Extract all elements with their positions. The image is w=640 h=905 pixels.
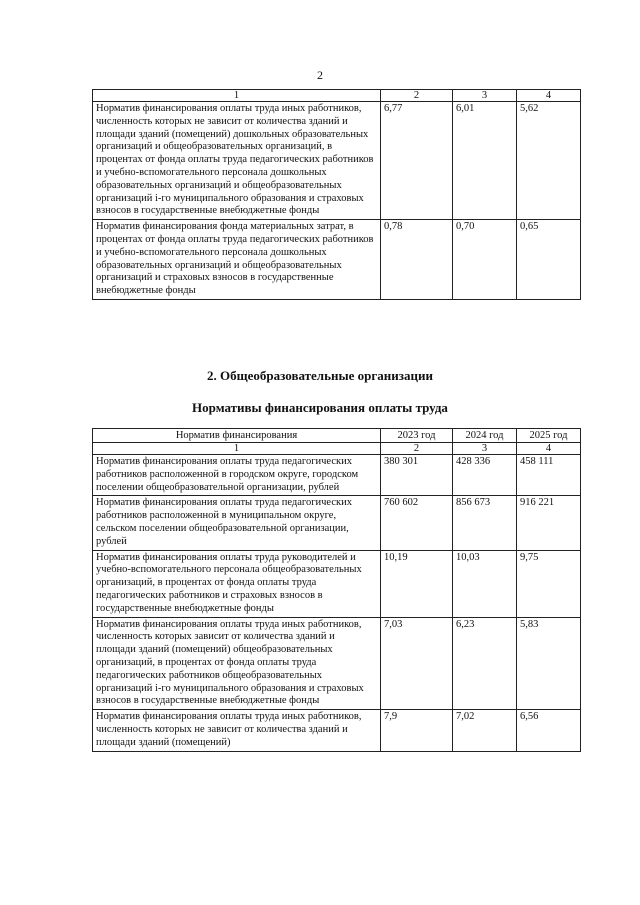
value-2023-cell: 10,19 <box>381 550 453 617</box>
value-2024-cell: 0,70 <box>453 220 517 300</box>
table-heading: Нормативы финансирования оплаты труда <box>192 400 448 415</box>
column-header: Норматив финансирования <box>93 429 381 443</box>
value-2023-cell: 760 602 <box>381 496 453 550</box>
norm-name-cell: Норматив финансирования оплаты труда педагогических работников расположенной в муниципальном округе, сельском поселении общеобразовательной организации, рублей <box>93 496 381 550</box>
table-row <box>93 455 581 496</box>
column-index-row <box>93 443 581 455</box>
norm-name-cell: Норматив финансирования оплаты труда педагогических работников расположенной в городском округе, городском поселении общеобразовательной организации, рублей <box>93 455 381 496</box>
value-2025-cell: 916 221 <box>517 496 581 550</box>
value-2023-cell: 7,9 <box>381 710 453 751</box>
column-header: 2025 год <box>517 429 581 443</box>
column-index-cell: 1 <box>93 90 381 102</box>
value-2024-cell: 7,02 <box>453 710 517 751</box>
column-index-cell: 3 <box>453 90 517 102</box>
table-row <box>93 550 581 617</box>
value-2023-cell: 6,77 <box>381 102 453 220</box>
norm-name-cell: Норматив финансирования оплаты труда иных работников, численность которых не зависит от количества зданий и площади зданий (помещений) дошкольных образовательных организаций и общеобразовательных организаций, в процентах от фонда оплаты труда педагогических работников и учебно-вспомогательного персонала дошкольных образовательных организаций и общеобразовательных организаций i-го муниципального образования и страховых взносов в государственные внебюджетные фонды <box>93 102 381 220</box>
table-row <box>93 710 581 751</box>
norm-name-cell: Норматив финансирования оплаты труда руководителей и учебно-вспомогательного персонала общеобразовательных организаций, в процентах от фонда оплаты труда педагогических работников и страховых взносов в государственные внебюджетные фонды <box>93 550 381 617</box>
value-2023-cell: 380 301 <box>381 455 453 496</box>
value-2025-cell: 6,56 <box>517 710 581 751</box>
column-index-cell: 3 <box>453 443 517 455</box>
column-header: 2023 год <box>381 429 453 443</box>
table-row <box>93 617 581 710</box>
table-row <box>93 102 581 220</box>
value-2024-cell: 856 673 <box>453 496 517 550</box>
column-index-cell: 2 <box>381 90 453 102</box>
norm-name-cell: Норматив финансирования оплаты труда иных работников, численность которых зависит от количества зданий и площади зданий (помещений) общеобразовательных организаций, в процентах от фонда оплаты труда педагогических работников общеобразовательных организаций i-го муниципального образования и страховых взносов в государственные внебюджетные фонды <box>93 617 381 710</box>
value-2024-cell: 428 336 <box>453 455 517 496</box>
page-number: 2 <box>317 68 323 82</box>
norm-name-cell: Норматив финансирования оплаты труда иных работников, численность которых не зависит от количества зданий и площади зданий (помещений) <box>93 710 381 751</box>
value-2023-cell: 7,03 <box>381 617 453 710</box>
value-2025-cell: 458 111 <box>517 455 581 496</box>
table-row <box>93 496 581 550</box>
column-index-cell: 4 <box>517 443 581 455</box>
value-2024-cell: 6,23 <box>453 617 517 710</box>
column-index-cell: 1 <box>93 443 381 455</box>
column-index-cell: 2 <box>381 443 453 455</box>
table-row <box>93 220 581 300</box>
funding-norms-table-continued <box>92 89 581 300</box>
column-index-cell: 4 <box>517 90 581 102</box>
section-heading: 2. Общеобразовательные организации <box>207 368 433 383</box>
value-2024-cell: 6,01 <box>453 102 517 220</box>
column-header: 2024 год <box>453 429 517 443</box>
column-index-row <box>93 90 581 102</box>
norm-name-cell: Норматив финансирования фонда материальных затрат, в процентах от фонда оплаты труда педагогических работников и учебно-вспомогательного персонала дошкольных образовательных организаций и общеобразовательных организаций и страховых взносов в государственные внебюджетные фонды <box>93 220 381 300</box>
value-2025-cell: 5,62 <box>517 102 581 220</box>
value-2024-cell: 10,03 <box>453 550 517 617</box>
value-2025-cell: 0,65 <box>517 220 581 300</box>
value-2023-cell: 0,78 <box>381 220 453 300</box>
payroll-funding-norms-table <box>92 428 581 752</box>
value-2025-cell: 9,75 <box>517 550 581 617</box>
value-2025-cell: 5,83 <box>517 617 581 710</box>
header-row <box>93 429 581 443</box>
